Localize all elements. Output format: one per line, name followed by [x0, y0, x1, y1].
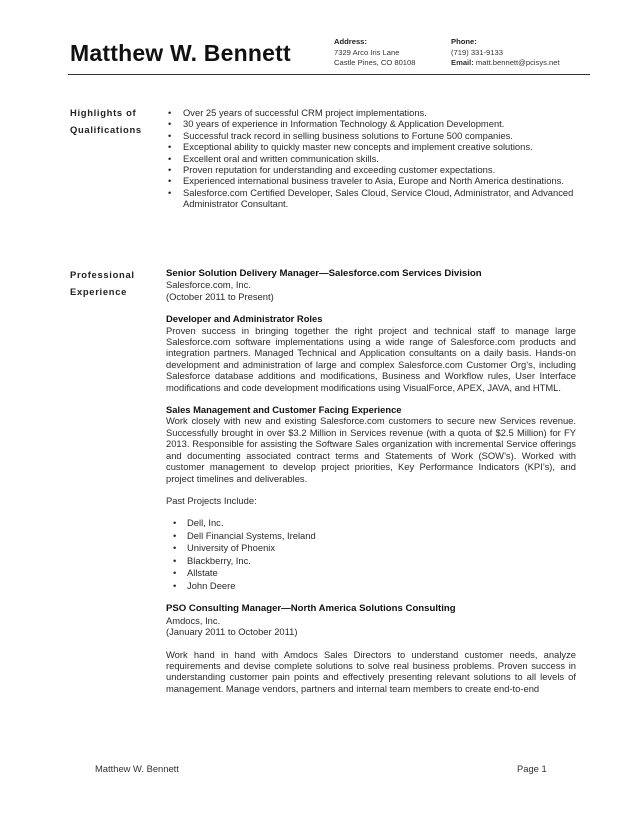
list-item: • Over 25 years of successful CRM project implementations. [166, 107, 576, 118]
header-divider [68, 74, 590, 75]
list-item: • Allstate [171, 567, 576, 580]
candidate-name: Matthew W. Bennett [70, 40, 291, 66]
list-item: • Dell Financial Systems, Ireland [171, 530, 576, 543]
job-1-role-1-title: Developer and Administrator Roles [166, 313, 323, 325]
projects-intro: Past Projects Include: [166, 494, 257, 506]
highlights-section [166, 107, 576, 210]
list-item: • Experienced international business traveler to Asia, Europe and North America destinations. [166, 175, 576, 186]
job-2-title: PSO Consulting Manager—North America Solutions Consulting [166, 603, 456, 615]
highlights-label-line-1: Highlights of [70, 107, 137, 118]
list-item: • Salesforce.com Certified Developer, Sales Cloud, Service Cloud, Administrator, and Advanced Administrator Consultant. [166, 187, 576, 210]
highlights-list [166, 107, 576, 210]
job-1-role-2-title: Sales Management and Customer Facing Experience [166, 404, 402, 416]
list-item: • Successful track record in selling business solutions to Fortune 500 companies. [166, 130, 576, 141]
email-line [451, 58, 560, 69]
list-item: • John Deere [171, 580, 576, 593]
projects-list [171, 517, 576, 592]
job-1-dates: (October 2011 to Present) [166, 290, 274, 302]
job-2-dates: (January 2011 to October 2011) [166, 626, 298, 638]
email-label: Email: [451, 58, 474, 67]
list-item: • Dell, Inc. [171, 517, 576, 530]
phone-label: Phone: [451, 37, 477, 46]
address-label: Address: [334, 37, 367, 46]
list-item: • 30 years of experience in Information Technology & Application Development. [166, 118, 576, 129]
list-item: • Exceptional ability to quickly master new concepts and implement creative solutions. [166, 141, 576, 152]
list-item: • University of Phoenix [171, 542, 576, 555]
experience-label-line-1: Professional [70, 269, 135, 280]
job-1-role-2-text: Work closely with new and existing Salesforce.com customers to secure new Services revenue. Successfully brought in over $3.2 Million in Services revenue (with a quota of $2.5 Million) for FY 2013. Responsible for assisting the Software Sales organization with incremental Service offerings and documenting associated contract terms and Statements of Work (SOW’s). Worked with customer management to develop project priorities, Key Performance Indicators (KPI’s), and project timelines and deliverables. [166, 415, 576, 484]
footer-name: Matthew W. Bennett [95, 763, 179, 774]
address-line-1: 7329 Arco Iris Lane [334, 47, 400, 57]
address-line-2: Castle Pines, CO 80108 [334, 58, 416, 67]
job-1-title: Senior Solution Delivery Manager—Salesforce.com Services Division [166, 268, 482, 279]
footer-page-number: Page 1 [517, 763, 547, 774]
list-item: • Excellent oral and written communication skills. [166, 153, 576, 164]
phone-block [451, 37, 560, 69]
job-2-company: Amdocs, Inc. [166, 614, 221, 626]
list-item: • Blackberry, Inc. [171, 555, 576, 568]
job-1-role-1-text: Proven success in bringing together the right project and technical staff to manage large Salesforce.com software implementations using a wide range of Salesforce.com products and integration partners. Managed Technical and Application consultants on a daily basis. Hands-on development and administration of large and complex Salesforce.com Customer Org’s, including Salesforce database additions and modifications, Business and Workflow rules, User Interface modifications and code development modifications using VisualForce, APEX, JAVA, and HTML. [166, 324, 576, 393]
job-2-text: Work hand in hand with Amdocs Sales Directors to understand customer needs, analyze requirements and devise complete solutions to solve real business problems. Proven success in understanding customer pain points and effectively presenting relevant solutions to all levels of management. Manage vendors, partners and internal team members to create end-to-end [166, 648, 576, 694]
list-item: • Proven reputation for understanding and exceeding customer expectations. [166, 164, 576, 175]
highlights-label-line-2: Qualifications [70, 124, 142, 135]
email-value: matt.bennett@pcisys.net [475, 58, 560, 67]
address-block [334, 37, 415, 69]
experience-label-line-2: Experience [70, 286, 128, 297]
phone-value: (719) 331-9133 [451, 47, 503, 57]
experience-section [166, 268, 576, 694]
highlights-label [70, 104, 142, 138]
job-1-company: Salesforce.com, Inc. [166, 279, 251, 291]
experience-label [70, 266, 135, 300]
